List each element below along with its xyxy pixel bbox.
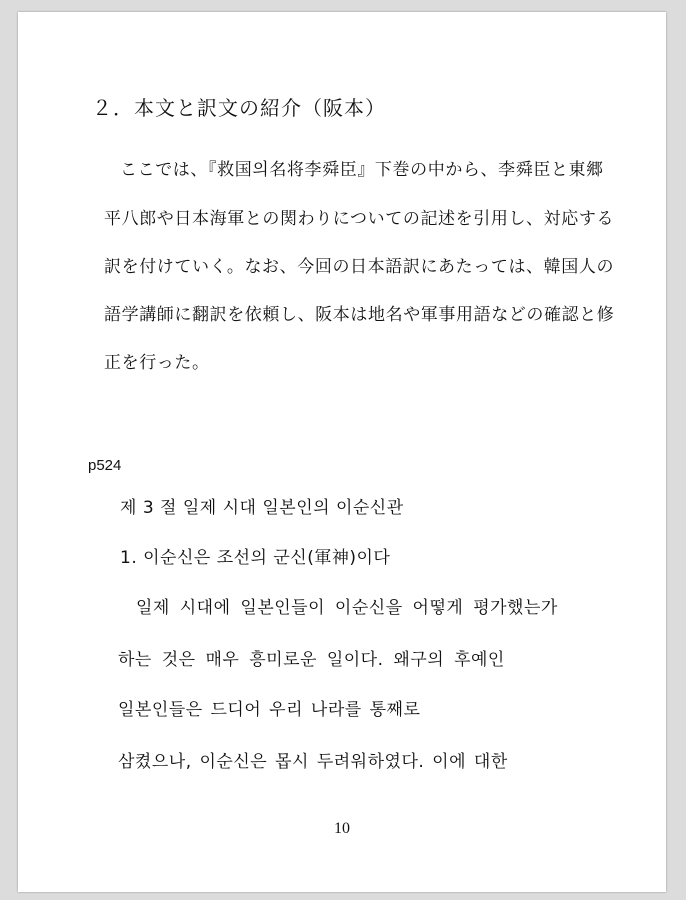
intro-line: 平八郎や日本海軍との関わりについての記述を引用し、対応する [104,209,615,229]
korean-text-line: 하는 것은 매우 흥미로운 일이다. 왜구의 후예인 [118,650,505,670]
korean-subsection-title: 1. 이순신은 조선의 군신(軍神)이다 [120,548,391,568]
intro-line: 正を行った。 [104,353,210,373]
page-number: 10 [334,820,350,837]
document-page [18,12,666,892]
intro-line: ここでは、『救国의名将李舜臣』下巻の中から、李舜臣と東郷 [120,160,604,180]
section-heading: ２．本文と訳文の紹介（阪本） [92,96,386,120]
page-reference: p524 [88,457,122,474]
intro-line: 訳を付けていく。なお、今回の日本語訳にあたっては、韓国人の [104,257,615,277]
korean-text-line: 일본인들은 드디어 우리 나라를 통째로 [118,700,421,720]
korean-text-line: 일제 시대에 일본인들이 이순신을 어떻게 평가했는가 [136,598,558,618]
korean-text-line: 삼켰으나, 이순신은 몹시 두려워하였다. 이에 대한 [118,752,508,772]
intro-line: 語学講師に翻訳を依頼し、阪本は地名や軍事用語などの確認と修 [104,305,615,325]
korean-section-title: 제 3 절 일제 시대 일본인의 이순신관 [120,498,404,518]
